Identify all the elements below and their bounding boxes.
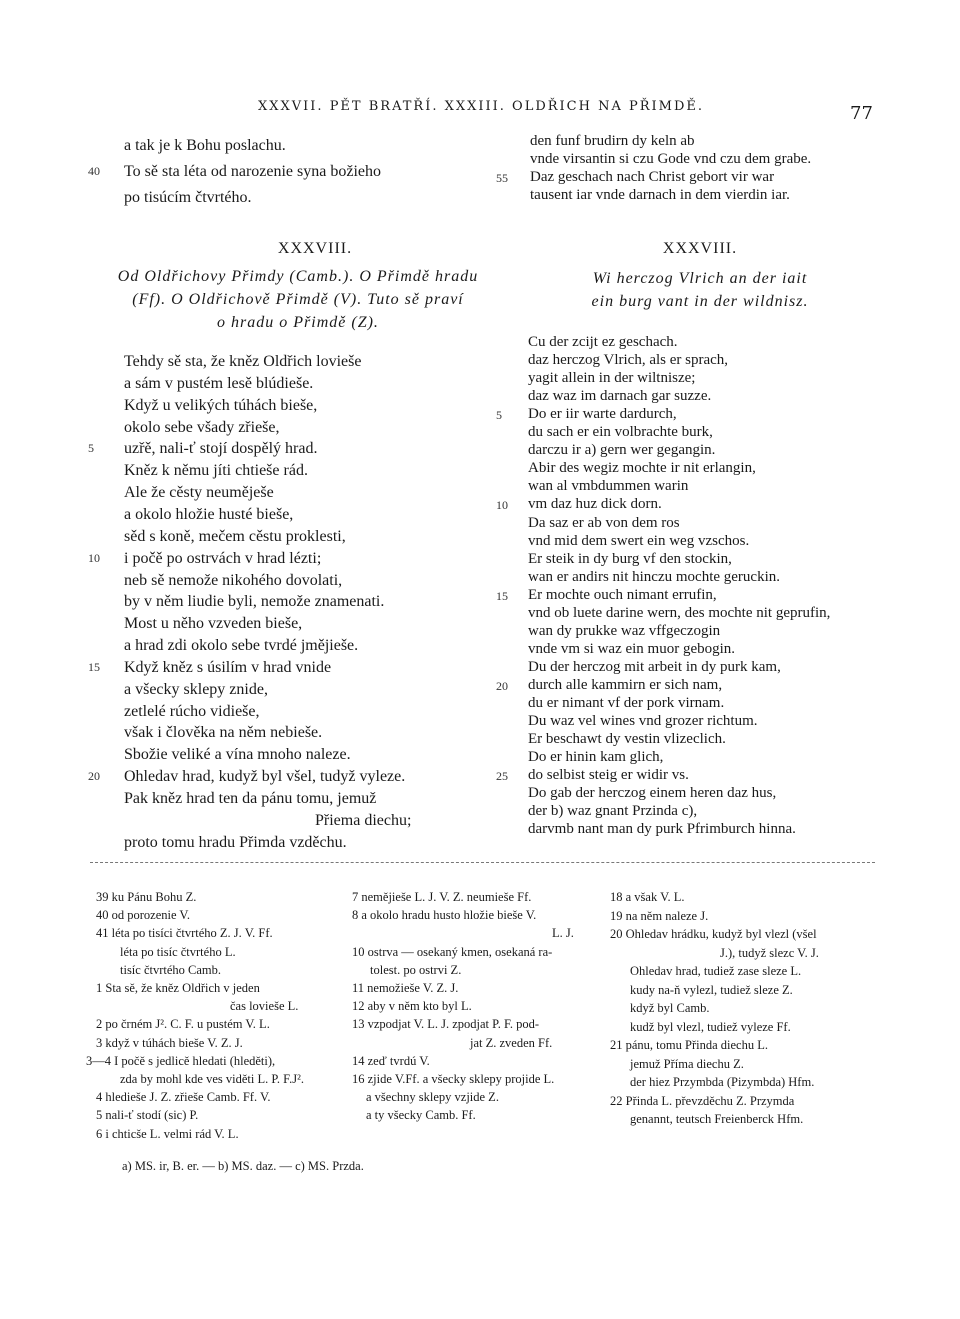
footnote-line: 20 Ohledav hrádku, kudyž byl vlezl (všel [610, 927, 817, 941]
footnote-line: L. J. [552, 926, 574, 941]
verse-line: zetlelé rúcho vidieše, [124, 702, 260, 720]
verse-line: Přiema diechu; [315, 811, 412, 829]
section-title-line: ein burg vant in der wildnisz. [591, 293, 809, 310]
left-section-numeral: XXXVIII. [277, 240, 353, 257]
footnote-line: tisíc čtvrtého Camb. [120, 962, 222, 977]
verse-line: Abir des wegiz mochte ir nit erlangin, [528, 460, 756, 477]
verse-line: den funf brudirn dy keln ab [530, 133, 695, 149]
verse-line: do selbist steig er widir vs. [528, 767, 689, 784]
verse-line: uzřě, nali-ť stojí dospělý hrad. [124, 440, 318, 458]
verse-line: du sach er ein volbrachte burk, [528, 424, 713, 441]
footnote-line: 21 pánu, tomu Přinda diechu L. [610, 1038, 768, 1052]
verse-line: vnd mid dem swert ein weg vzschos. [528, 532, 750, 549]
footnote-line: a ty všecky Camb. Ff. [366, 1108, 476, 1123]
verse-line: Do gab der herczog einem heren daz hus, [528, 785, 777, 802]
footnote-line: 16 zjide V.Ff. a všecky sklepy projide L. [352, 1072, 555, 1086]
footnote-line: když byl Camb. [630, 1001, 710, 1015]
running-title: XXXVII. PĚT BRATŘÍ. XXXIII. OLDŘICH NA PŘIMDĚ. [258, 99, 705, 114]
verse-line: by v něm liudie byli, nemože znamenati. [124, 593, 385, 611]
verse-line: Do er iir warte dardurch, [528, 406, 677, 423]
verse-line: vnde vm si waz ein muor gebogin. [528, 640, 736, 657]
right-section-numeral: XXXVIII. [662, 240, 738, 257]
verse-line: yagit allein in der wiltnisze; [528, 370, 696, 387]
line-number: 55 [496, 171, 508, 185]
footnote-line: léta po tisíc čtvrtého L. [120, 944, 236, 959]
verse-line: a tak je k Bohu poslachu. [124, 137, 286, 154]
verse-line: Most u něho vzveden bieše, [124, 615, 303, 633]
section-title-line: (Ff). O Oldřichově Přimdě (V). Tuto sě praví [132, 291, 464, 308]
footnote-line: 2 po črném J². C. F. u pustém V. L. [96, 1017, 270, 1032]
footnote-line: 7 nemějieše L. J. V. Z. neumieše Ff. [352, 890, 532, 904]
footnote-line: tolest. po ostrvi Z. [370, 962, 462, 977]
verse-line: sěd s koně, mečem cěstu proklesti, [124, 527, 346, 545]
footnote-line: der hiez Przymbda (Pizymbda) Hfm. [630, 1075, 815, 1089]
footnote-line: 41 léta po tisíci čtvrtého Z. J. V. Ff. [96, 926, 273, 941]
verse-line: du er nimant vf der pork virnam. [528, 695, 725, 711]
verse-line: Da saz er ab von dem ros [528, 514, 680, 531]
line-number: 15 [88, 659, 100, 674]
verse-line: Cu der zcijt ez geschach. [528, 334, 678, 350]
verse-line: wan dy prukke waz vffgeczogin [528, 622, 721, 639]
verse-line: okolo sebe všady zřieše, [124, 418, 280, 436]
verse-line: a sám v pustém lesě blúdieše. [124, 374, 314, 392]
footnote-line: čas lovieše L. [230, 999, 299, 1014]
verse-line: vm daz huz dick dorn. [528, 496, 662, 513]
verse-line: Sbožie veliké a vína mnoho naleze. [124, 746, 351, 764]
verse-line: Do er hinin kam glich, [528, 749, 664, 766]
verse-line: Du waz vel wines vnd grozer richtum. [528, 713, 758, 730]
verse-line: Er beschawt dy vestin vlizeclich. [528, 731, 726, 748]
verse-line: Kněz k němu jíti chtieše rád. [124, 462, 308, 480]
verse-line: Daz geschach nach Christ gebort vir war [530, 169, 775, 185]
line-number: 40 [88, 164, 100, 178]
footnote-line: 13 vzpodjat V. L. J. zpodjat P. F. pod- [352, 1017, 540, 1032]
footnote-separator [90, 862, 875, 863]
verse-line: durch alle kammirn er sich nam, [528, 676, 723, 693]
verse-line: der b) waz gnant Przinda c), [528, 803, 698, 820]
footnote-line: 6 i chticše L. velmi rád V. L. [96, 1126, 239, 1141]
footnote-line: genannt, teutsch Freienberck Hfm. [630, 1112, 804, 1126]
line-number: 15 [496, 588, 508, 603]
footnote-line: 8 a okolo hradu husto hložie bieše V. [352, 908, 537, 923]
verse-line: a hrad zdi okolo sebe tvrdé jmějieše. [124, 637, 359, 655]
line-number: 20 [88, 769, 100, 784]
verse-line: darczu ir a) gern wer gegangin. [528, 442, 716, 459]
section-title-line: Od Oldřichovy Přimdy (Camb.). O Přimdě hradu [117, 268, 479, 285]
footnote-line: 3 když v túhách bieše V. Z. J. [96, 1035, 243, 1050]
verse-line: vnd ob luete darine wern, des mochte nit geprufin, [528, 604, 831, 621]
verse-line: tausent iar vnde darnach in dem vierdin iar. [530, 187, 790, 203]
footnote-line: 4 hledieše J. Z. zřieše Camb. Ff. V. [96, 1090, 271, 1105]
footnote-line: kudy na-ň vylezl, tudiež sleze Z. [630, 982, 793, 997]
footnote-line: 11 nemožieše V. Z. J. [352, 981, 459, 995]
verse-line: wan er andirs nit hinczu mochte geruckin. [528, 568, 780, 585]
verse-line: Tehdy sě sta, že kněz Oldřich lovieše [124, 353, 362, 370]
verse-line: i počě po ostrvách v hrad lézti; [124, 549, 322, 567]
verse-line: Pak kněz hrad ten da pánu tomu, jemuž [124, 790, 377, 807]
verse-line: To sě sta léta od narozenie syna božieho [124, 163, 382, 180]
verse-line: po tisúcím čtvrtého. [124, 189, 252, 206]
verse-line: Ale že cěsty neuměješe [124, 484, 274, 502]
footnote-line: 19 na něm naleze J. [610, 908, 709, 923]
footnote-line: 40 od porozenie V. [96, 908, 190, 923]
page-number: 77 [850, 103, 873, 124]
verse-line: Er steik in dy burg vf den stockin, [528, 550, 732, 567]
verse-line: Když u velikých túhách bieše, [124, 396, 318, 414]
manuscript-note: a) MS. ir, B. er. — b) MS. daz. — c) MS. Przda. [122, 1159, 364, 1173]
line-number: 25 [496, 769, 508, 784]
verse-line: vnde virsantin si czu Gode vnd czu dem grabe. [530, 151, 812, 167]
line-number: 5 [88, 441, 94, 456]
footnote-line: a všechny sklepy vzjide Z. [366, 1090, 499, 1105]
section-title-line: o hradu o Přimdě (Z). [217, 314, 379, 331]
verse-line: Er mochte ouch nimant errufin, [528, 586, 717, 603]
verse-line: neb sě nemože nikohého dovolati, [124, 571, 343, 589]
line-number: 10 [496, 498, 508, 513]
footnote-line: 18 a však V. L. [610, 890, 685, 904]
line-number: 10 [88, 550, 100, 565]
verse-line: však i člověka na něm nebieše. [124, 724, 323, 742]
line-number: 20 [496, 678, 508, 693]
footnote-line: jemuž Příma diechu Z. [630, 1056, 744, 1071]
verse-line: Ohledav hrad, kudyž byl všel, tudyž vyleze. [124, 768, 406, 786]
footnote-line: 10 ostrva — osekaný kmen, osekaná ra- [352, 944, 553, 959]
verse-line: darvmb nant man dy purk Pfrimburch hinna. [528, 821, 796, 838]
footnote-line: zda by mohl kde ves viděti L. P. F.J². [120, 1072, 304, 1086]
verse-line: Du der herczog mit arbeit in dy purk kam, [528, 658, 781, 675]
line-number: 5 [496, 408, 502, 423]
section-title-line: Wi herczog Vlrich an der iait [592, 270, 808, 287]
footnote-line: 22 Přinda L. převzděchu Z. Przymda [610, 1093, 795, 1108]
footnote-line: 5 nali-ť stodí (sic) P. [96, 1108, 199, 1123]
verse-line: daz waz im darnach gar suzze. [528, 388, 712, 405]
footnote-line: 39 ku Pánu Bohu Z. [96, 890, 197, 904]
footnote-line: 14 zeď tvrdú V. [352, 1053, 430, 1068]
footnote-line: 12 aby v něm kto byl L. [352, 999, 472, 1014]
verse-line: a okolo hložie husté bieše, [124, 505, 294, 523]
verse-line: Když kněz s úsilím v hrad vnide [124, 658, 332, 676]
footnote-line: 1 Sta sě, že kněz Oldřich v jeden [96, 981, 260, 995]
footnote-line: jat Z. zveden Ff. [470, 1035, 553, 1050]
footnote-line: kudž byl vlezl, tudiež vyleze Ff. [630, 1019, 791, 1034]
verse-line: wan al vmbdummen warin [528, 478, 689, 495]
footnote-line: Ohledav hrad, tudiež zase sleze L. [630, 964, 802, 978]
verse-line: a všecky sklepy znide, [124, 680, 268, 698]
footnote-line: J.), tudyž slezc V. J. [720, 945, 819, 960]
footnote-line: 3—4 I počě s jedlicě hledati (hleděti), [86, 1053, 276, 1068]
verse-line: proto tomu hradu Přimda vzděchu. [124, 833, 347, 851]
verse-line: daz herczog Vlrich, als er sprach, [528, 352, 729, 369]
